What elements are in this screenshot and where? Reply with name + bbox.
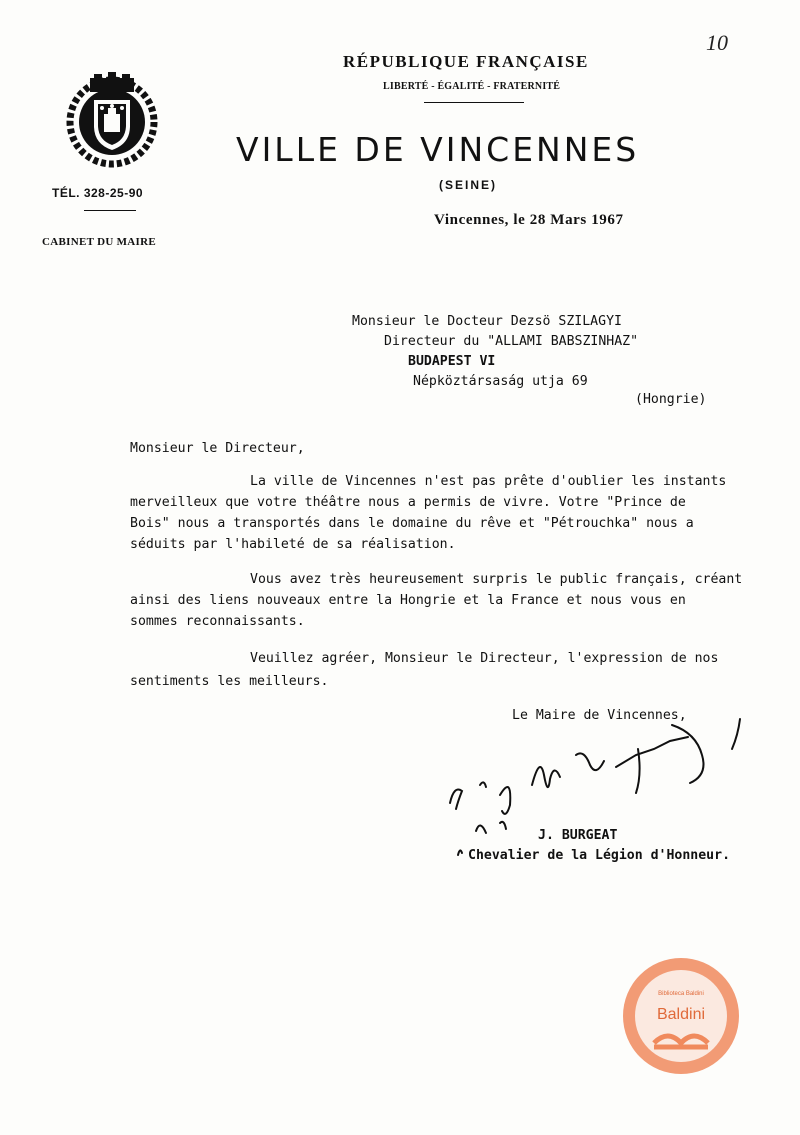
closing-line: Le Maire de Vincennes, xyxy=(512,708,687,723)
recipient-line: Directeur du "ALLAMI BABSZINHAZ" xyxy=(384,334,639,349)
body-line: La ville de Vincennes n'est pas prête d'oublier les instants xyxy=(250,474,727,489)
signatory-name: J. BURGEAT xyxy=(538,828,618,843)
salutation: Monsieur le Directeur, xyxy=(130,441,305,456)
body-line: merveilleux que votre théâtre nous a permis de vivre. Votre "Prince de xyxy=(130,495,686,510)
recipient-line: Monsieur le Docteur Dezsö SZILAGYI xyxy=(352,314,622,329)
stamp-small-text: Biblioteca Baldini xyxy=(658,991,704,997)
signatory-title: Chevalier de la Légion d'Honneur. xyxy=(468,848,731,863)
department-label: (SEINE) xyxy=(439,178,498,192)
body-line: Bois" nous a transportés dans le domaine du rêve et "Pétrouchka" nous a xyxy=(130,516,694,531)
divider xyxy=(424,102,524,103)
republic-heading: RÉPUBLIQUE FRANÇAISE xyxy=(343,52,589,71)
divider xyxy=(84,210,136,211)
body-line: séduits par l'habileté de sa réalisation. xyxy=(130,537,456,552)
body-line: Vous avez très heureusement surpris le public français, créant xyxy=(250,572,743,587)
body-line: sentiments les meilleurs. xyxy=(130,674,329,689)
library-stamp xyxy=(620,955,742,1077)
date-line: Vincennes, le 28 Mars 1967 xyxy=(434,212,624,228)
body-line: Veuillez agréer, Monsieur le Directeur, l'expression de nos xyxy=(250,651,719,666)
stamp-brand: Baldini xyxy=(656,1006,706,1023)
office-label: CABINET DU MAIRE xyxy=(42,236,156,248)
recipient-line: (Hongrie) xyxy=(635,392,707,407)
recipient-line: BUDAPEST VI xyxy=(408,354,496,369)
city-coat-of-arms-icon xyxy=(66,70,158,170)
body-line: ainsi des liens nouveaux entre la Hongrie et la France et nous vous en xyxy=(130,593,686,608)
motto: LIBERTÉ - ÉGALITÉ - FRATERNITÉ xyxy=(383,81,561,92)
body-line: sommes reconnaissants. xyxy=(130,614,305,629)
city-heading: VILLE DE VINCENNES xyxy=(236,130,640,169)
handwritten-page-number: 10 xyxy=(706,30,728,55)
phone-number: TÉL. 328-25-90 xyxy=(52,186,144,200)
recipient-line: Népköztársaság utja 69 xyxy=(413,374,588,389)
